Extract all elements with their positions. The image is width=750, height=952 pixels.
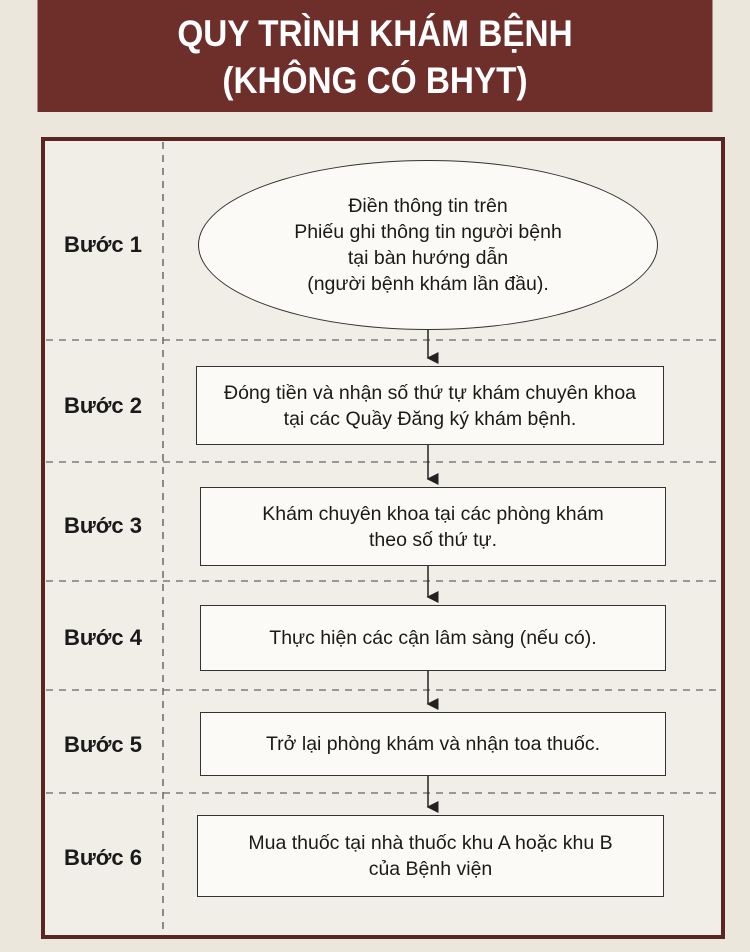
- step-3-node: [200, 487, 666, 566]
- step-6-text: Mua thuốc tại nhà thuốc khu A hoặc khu B: [248, 832, 613, 854]
- step-5-label: Bước 5: [63, 732, 143, 757]
- step-3-text: theo số thứ tự.: [368, 528, 497, 551]
- step-4-label: Bước 4: [63, 625, 143, 650]
- step-4-text: Thực hiện các cận lâm sàng (nếu có).: [269, 627, 597, 649]
- step-4-node: [200, 605, 666, 671]
- step-1-text: (người bệnh khám lần đầu).: [307, 273, 549, 295]
- step-2-label: Bước 2: [63, 393, 143, 418]
- title-line-1: QUY TRÌNH KHÁM BỆNH: [177, 13, 573, 54]
- step-3-text: Khám chuyên khoa tại các phòng khám: [262, 502, 604, 525]
- step-2-text: tại các Quầy Đăng ký khám bệnh.: [283, 407, 577, 430]
- step-1-label: Bước 1: [63, 232, 143, 257]
- step-2-node: [196, 366, 664, 445]
- step-5-node: [200, 712, 666, 776]
- step-6-label: Bước 6: [63, 845, 143, 870]
- step-1-node: [198, 160, 658, 330]
- step-1-text: Phiếu ghi thông tin người bệnh: [294, 221, 562, 243]
- step-6-text: của Bệnh viện: [368, 858, 493, 880]
- step-1-text: Điền thông tin trên: [348, 195, 508, 217]
- step-2-text: Đóng tiền và nhận số thứ tự khám chuyên khoa: [223, 381, 637, 404]
- step-5-text: Trở lại phòng khám và nhận toa thuốc.: [265, 733, 600, 755]
- step-1-text: tại bàn hướng dẫn: [347, 247, 509, 269]
- step-6-node: [197, 815, 664, 897]
- title-line-2: (KHÔNG CÓ BHYT): [222, 60, 528, 101]
- step-3-label: Bước 3: [63, 513, 143, 538]
